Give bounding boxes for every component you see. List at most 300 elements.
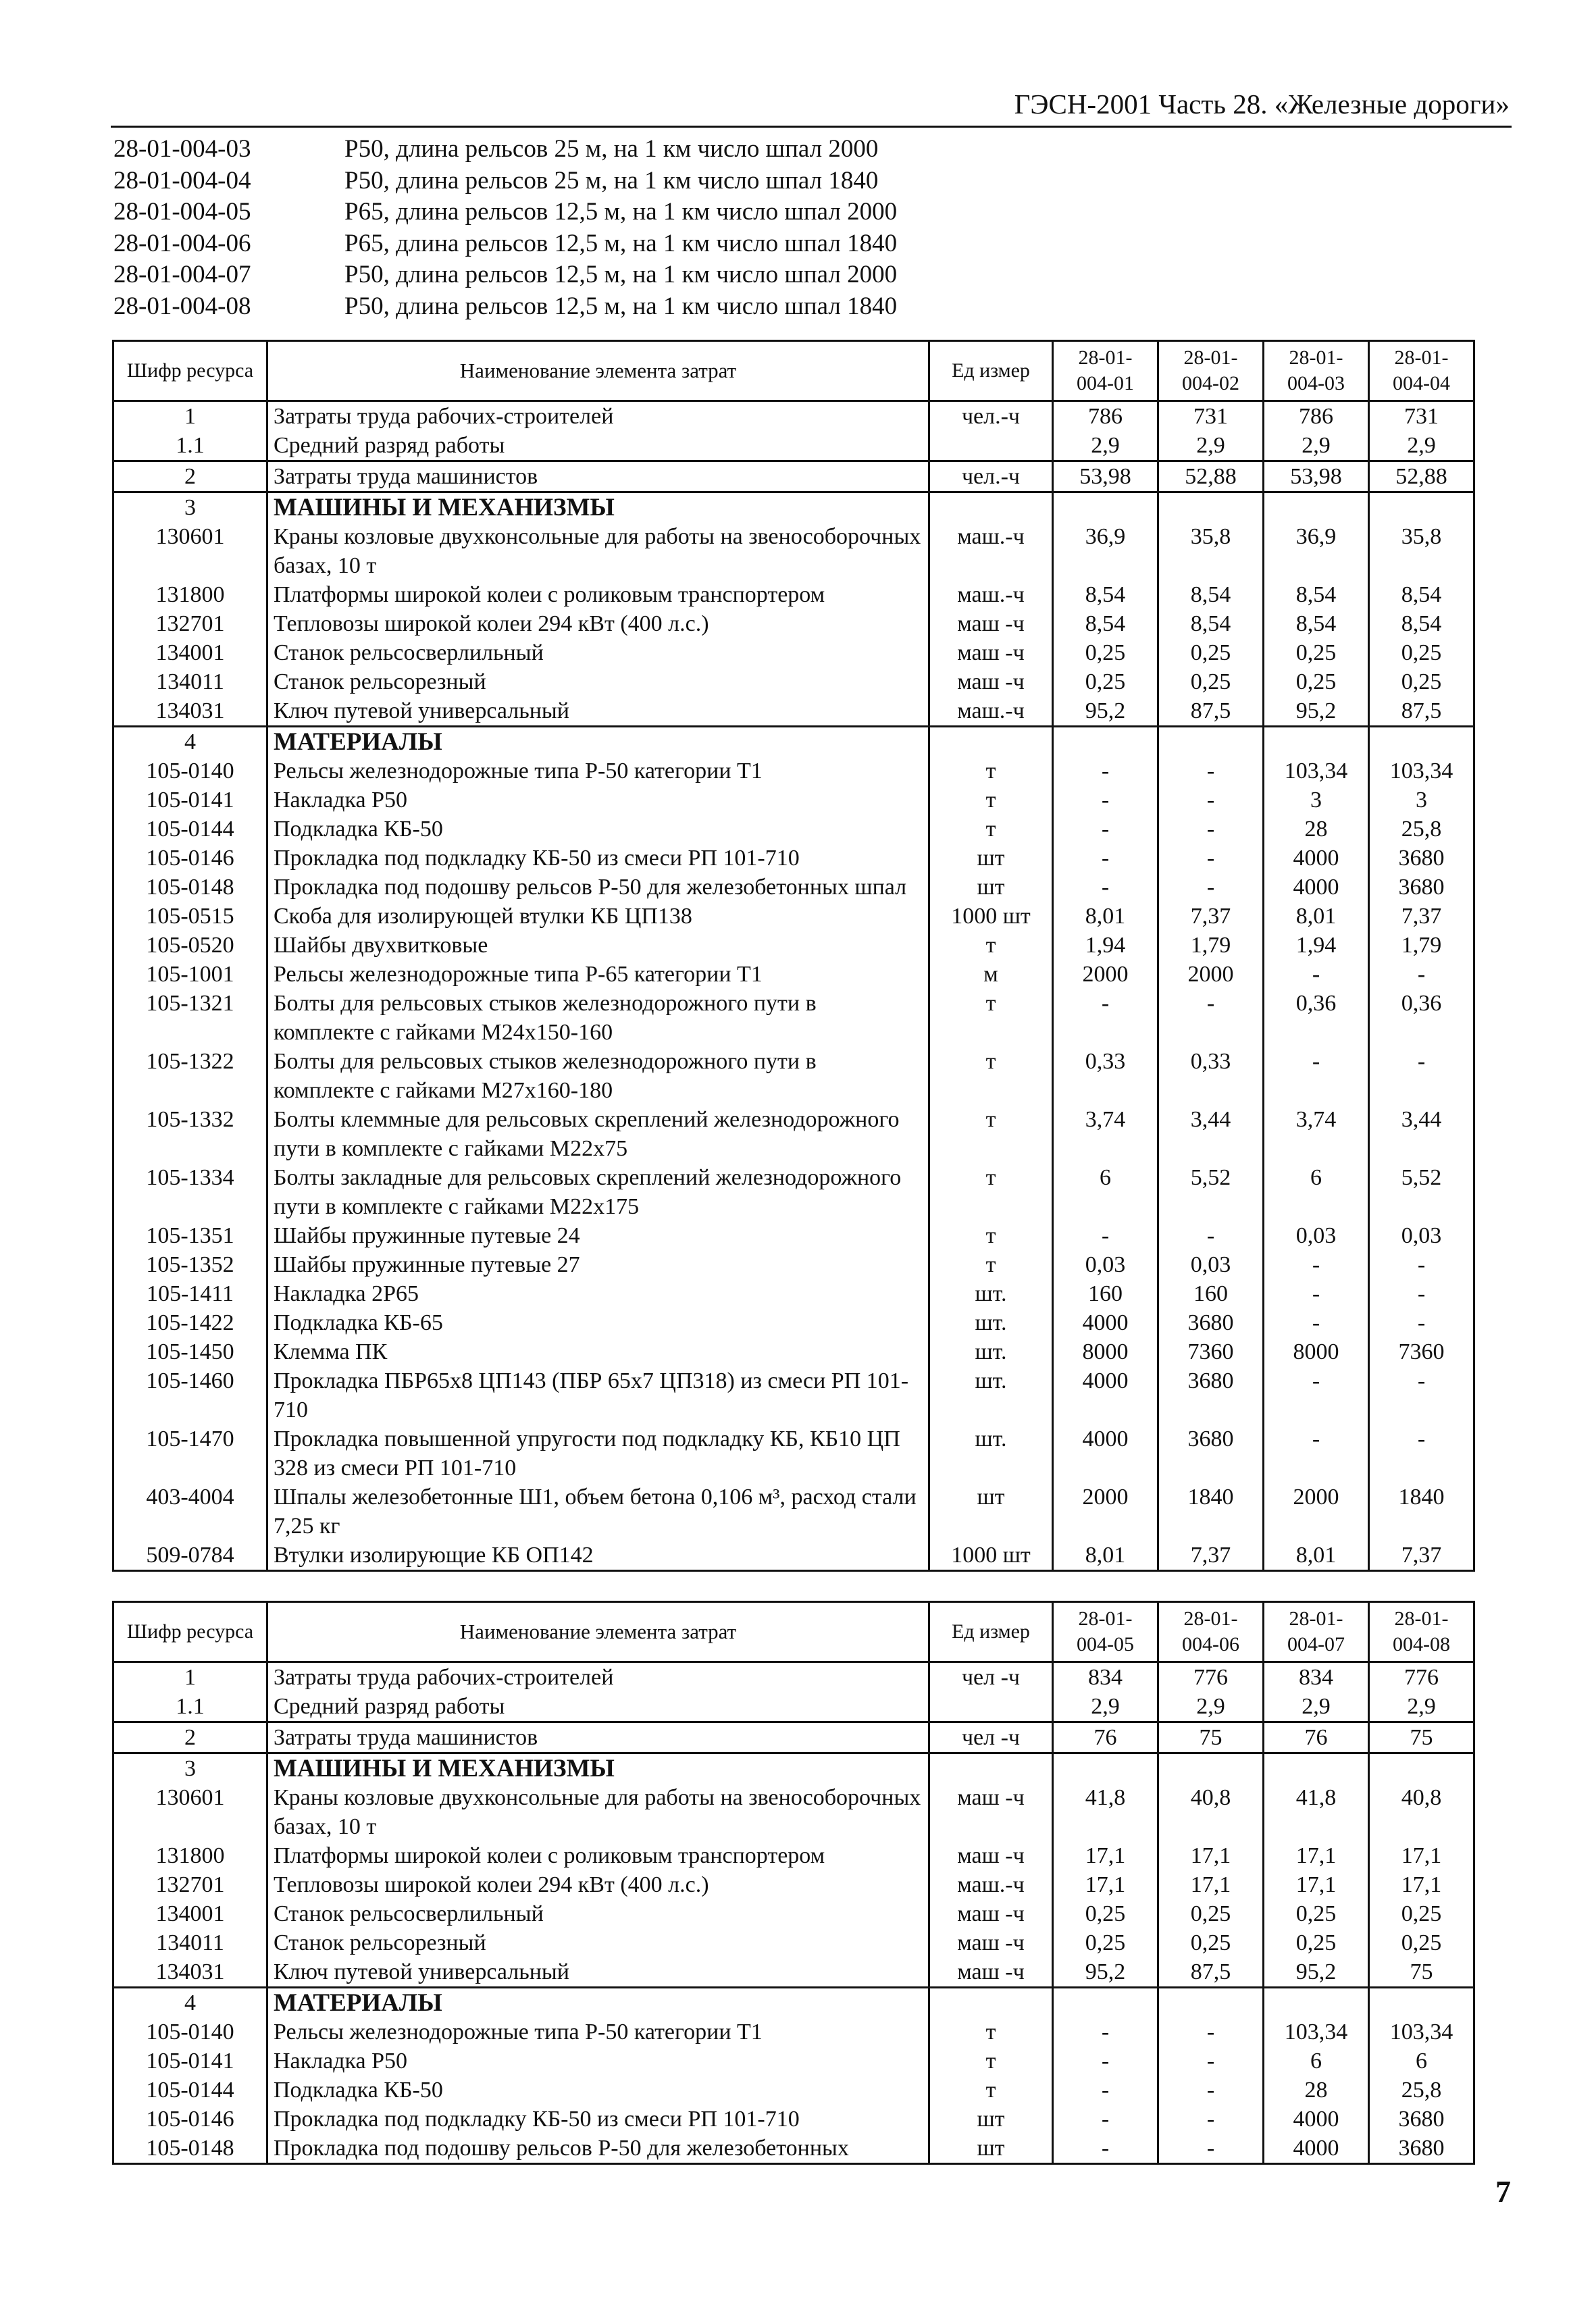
value-cell: 40,8 (1158, 1783, 1264, 1841)
unit: шт. (929, 1279, 1053, 1308)
element-name: Подкладка КБ-65 (267, 1308, 929, 1337)
element-name: Краны козловые двухконсольные для работы на звенособорочных базах, 10 т (267, 522, 929, 580)
element-name: Затраты труда рабочих-строителей (267, 401, 929, 432)
value-cell: 4000 (1264, 2105, 1369, 2134)
table-row (113, 1841, 1474, 1870)
value-cell: 0,33 (1053, 1047, 1158, 1105)
unit (929, 727, 1053, 757)
element-name: Платформы широкой колеи с роликовым транспортером (267, 1841, 929, 1870)
value-cell: 17,1 (1053, 1841, 1158, 1870)
resource-code: 4 (113, 1988, 267, 2018)
value-cell: - (1158, 2134, 1264, 2164)
value-cell: - (1053, 815, 1158, 844)
item-code: 28-01-004-07 (113, 261, 251, 288)
value-cell: 17,1 (1264, 1870, 1369, 1899)
element-name: Болты закладные для рельсовых скреплений железнодорожного пути в комплекте с гайками М22х175 (267, 1163, 929, 1221)
value-cell: 0,33 (1158, 1047, 1264, 1105)
value-cell: - (1053, 786, 1158, 815)
value-cell: 28 (1264, 815, 1369, 844)
value-cell: 1840 (1369, 1483, 1474, 1541)
resource-code: 1.1 (113, 431, 267, 461)
resource-code: 105-1322 (113, 1047, 267, 1105)
value-cell: 2000 (1053, 1483, 1158, 1541)
resource-code: 1 (113, 1662, 267, 1693)
value-cell: 0,25 (1264, 638, 1369, 667)
value-cell: 2000 (1264, 1483, 1369, 1541)
value-cell: 87,5 (1369, 696, 1474, 727)
table-row (113, 580, 1474, 609)
value-cell: 35,8 (1369, 522, 1474, 580)
resource-code: 2 (113, 461, 267, 492)
header-element-name: Наименование элемента затрат (267, 341, 929, 401)
value-cell (1053, 492, 1158, 523)
table-row (113, 960, 1474, 989)
element-name: Подкладка КБ-50 (267, 2076, 929, 2105)
unit: маш.-ч (929, 1870, 1053, 1899)
value-cell: 7,37 (1369, 902, 1474, 931)
header-resource-code: Шифр ресурса (113, 341, 267, 401)
value-cell: 3680 (1369, 844, 1474, 873)
value-cell: 1,79 (1369, 931, 1474, 960)
item-code: 28-01-004-04 (113, 166, 251, 195)
element-name: МАТЕРИАЛЫ (267, 727, 929, 757)
element-name: Рельсы железнодорожные типа Р-50 категории Т1 (267, 756, 929, 786)
item-description: Р50, длина рельсов 25 м, на 1 км число шпал 1840 (344, 166, 879, 195)
category-row (113, 1988, 1474, 2018)
unit: чел -ч (929, 1662, 1053, 1693)
value-cell: - (1053, 756, 1158, 786)
code-list-item (113, 165, 897, 197)
resource-code: 134001 (113, 1899, 267, 1928)
table-row (113, 815, 1474, 844)
item-description: Р50, длина рельсов 12,5 м, на 1 км число шпал 2000 (344, 261, 898, 288)
code-list-item (113, 228, 897, 260)
value-cell: 8000 (1053, 1337, 1158, 1366)
value-cell: 76 (1264, 1722, 1369, 1753)
value-cell: 8,54 (1369, 580, 1474, 609)
table-row (113, 1722, 1474, 1753)
unit: 1000 шт (929, 1541, 1053, 1571)
unit: шт. (929, 1366, 1053, 1424)
category-row (113, 492, 1474, 523)
value-cell: 17,1 (1369, 1870, 1474, 1899)
value-cell: 6 (1369, 2047, 1474, 2076)
value-cell (1158, 1753, 1264, 1784)
unit: т (929, 2047, 1053, 2076)
table-row (113, 756, 1474, 786)
value-cell: 52,88 (1158, 461, 1264, 492)
unit (929, 1692, 1053, 1722)
value-cell: 4000 (1264, 873, 1369, 902)
unit: чел.-ч (929, 401, 1053, 432)
value-cell: 3680 (1369, 2134, 1474, 2164)
value-cell: 3,74 (1053, 1105, 1158, 1163)
item-code: 28-01-004-03 (113, 135, 251, 163)
value-cell: 2,9 (1053, 1692, 1158, 1722)
value-cell: 17,1 (1053, 1870, 1158, 1899)
value-cell: 160 (1158, 1279, 1264, 1308)
value-cell: - (1264, 1366, 1369, 1424)
value-cell: 8,54 (1264, 580, 1369, 609)
value-cell: 75 (1369, 1957, 1474, 1988)
value-cell: 834 (1264, 1662, 1369, 1693)
value-cell: - (1053, 2105, 1158, 2134)
unit: м (929, 960, 1053, 989)
table-row (113, 989, 1474, 1047)
value-cell: - (1369, 960, 1474, 989)
item-code: 28-01-004-08 (113, 292, 251, 320)
table-row (113, 1163, 1474, 1221)
unit: т (929, 756, 1053, 786)
item-description: Р65, длина рельсов 12,5 м, на 1 км число шпал 2000 (344, 198, 898, 226)
resource-code: 1.1 (113, 1692, 267, 1722)
value-cell: 103,34 (1369, 756, 1474, 786)
value-cell: 3,44 (1369, 1105, 1474, 1163)
value-cell: 7,37 (1158, 1541, 1264, 1571)
value-cell: - (1369, 1424, 1474, 1483)
header-resource-code: Шифр ресурса (113, 1602, 267, 1662)
unit: маш -ч (929, 1928, 1053, 1957)
value-cell (1369, 727, 1474, 757)
table-row (113, 931, 1474, 960)
element-name: Болты для рельсовых стыков железнодорожного пути в комплекте с гайками М27х160-180 (267, 1047, 929, 1105)
unit: т (929, 2076, 1053, 2105)
value-cell (1369, 492, 1474, 523)
table-row (113, 1308, 1474, 1337)
value-cell: 7360 (1369, 1337, 1474, 1366)
table-row (113, 844, 1474, 873)
value-cell: 25,8 (1369, 2076, 1474, 2105)
value-cell: 3680 (1369, 2105, 1474, 2134)
unit: т (929, 1047, 1053, 1105)
header-rule (111, 126, 1512, 128)
value-cell: 8,01 (1264, 1541, 1369, 1571)
value-cell: 1,94 (1053, 931, 1158, 960)
header-col-2: 28-01- 004-02 (1158, 341, 1264, 401)
resource-code: 2 (113, 1722, 267, 1753)
unit: шт. (929, 1337, 1053, 1366)
element-name: Тепловозы широкой колеи 294 кВт (400 л.с.) (267, 609, 929, 638)
resource-code: 1 (113, 401, 267, 432)
value-cell: 786 (1053, 401, 1158, 432)
header-col-3: 28-01- 004-03 (1264, 341, 1369, 401)
value-cell: 40,8 (1369, 1783, 1474, 1841)
resource-code: 105-0146 (113, 844, 267, 873)
element-name: Прокладка под подкладку КБ-50 из смеси РП 101-710 (267, 2105, 929, 2134)
value-cell (1158, 727, 1264, 757)
value-cell: 7,37 (1369, 1541, 1474, 1571)
value-cell: - (1053, 1221, 1158, 1250)
unit (929, 492, 1053, 523)
unit: т (929, 931, 1053, 960)
table-row (113, 1692, 1474, 1722)
unit (929, 1753, 1053, 1784)
unit (929, 431, 1053, 461)
table-row (113, 522, 1474, 580)
value-cell: 0,03 (1158, 1250, 1264, 1279)
element-name: Подкладка КБ-50 (267, 815, 929, 844)
element-name: Ключ путевой универсальный (267, 1957, 929, 1988)
unit: шт (929, 873, 1053, 902)
value-cell: 0,25 (1369, 1928, 1474, 1957)
value-cell: 76 (1053, 1722, 1158, 1753)
value-cell: - (1369, 1250, 1474, 1279)
element-name: Станок рельсосверлильный (267, 638, 929, 667)
value-cell: 2,9 (1369, 431, 1474, 461)
value-cell: 3 (1369, 786, 1474, 815)
value-cell: 160 (1053, 1279, 1158, 1308)
element-name: Болты для рельсовых стыков железнодорожного пути в комплекте с гайками М24х150-160 (267, 989, 929, 1047)
value-cell (1369, 1988, 1474, 2018)
value-cell: 17,1 (1264, 1841, 1369, 1870)
value-cell: 0,36 (1369, 989, 1474, 1047)
value-cell: 1,79 (1158, 931, 1264, 960)
value-cell: 0,25 (1369, 667, 1474, 696)
value-cell: 103,34 (1369, 2017, 1474, 2047)
resource-table-1 (112, 340, 1475, 1572)
value-cell: 8,54 (1053, 609, 1158, 638)
resource-code: 105-1334 (113, 1163, 267, 1221)
unit: шт (929, 2105, 1053, 2134)
value-cell: 8,01 (1264, 902, 1369, 931)
unit: маш.-ч (929, 580, 1053, 609)
value-cell: - (1158, 815, 1264, 844)
value-cell: - (1158, 1221, 1264, 1250)
element-name: МАШИНЫ И МЕХАНИЗМЫ (267, 1753, 929, 1784)
table-row (113, 786, 1474, 815)
element-name: Ключ путевой универсальный (267, 696, 929, 727)
resource-code: 105-1321 (113, 989, 267, 1047)
table-row (113, 1957, 1474, 1988)
code-list-item (113, 134, 897, 165)
header-element-name: Наименование элемента затрат (267, 1602, 929, 1662)
value-cell (1264, 492, 1369, 523)
item-description: Р50, длина рельсов 12,5 м, на 1 км число шпал 1840 (344, 292, 898, 320)
resource-code: 105-0140 (113, 2017, 267, 2047)
value-cell: 0,03 (1264, 1221, 1369, 1250)
unit: маш -ч (929, 1957, 1053, 1988)
unit: шт (929, 844, 1053, 873)
resource-code: 403-4004 (113, 1483, 267, 1541)
item-description: Р50, длина рельсов 25 м, на 1 км число шпал 2000 (344, 135, 879, 163)
table-row (113, 902, 1474, 931)
table-row (113, 1047, 1474, 1105)
element-name: Рельсы железнодорожные типа Р-65 категории Т1 (267, 960, 929, 989)
value-cell: - (1053, 989, 1158, 1047)
resource-code: 105-0146 (113, 2105, 267, 2134)
value-cell: 17,1 (1158, 1841, 1264, 1870)
value-cell (1264, 1753, 1369, 1784)
resource-code: 105-0148 (113, 873, 267, 902)
value-cell: 0,25 (1264, 667, 1369, 696)
unit: маш -ч (929, 638, 1053, 667)
unit: чел -ч (929, 1722, 1053, 1753)
value-cell: - (1053, 2076, 1158, 2105)
value-cell: 731 (1369, 401, 1474, 432)
value-cell: 731 (1158, 401, 1264, 432)
unit: шт. (929, 1424, 1053, 1483)
resource-code: 105-0144 (113, 2076, 267, 2105)
element-name: Прокладка под подошву рельсов Р-50 для железобетонных (267, 2134, 929, 2164)
resource-table-2 (112, 1601, 1475, 2165)
table-row (113, 1221, 1474, 1250)
resource-code: 509-0784 (113, 1541, 267, 1571)
value-cell: - (1053, 2017, 1158, 2047)
value-cell: 3680 (1158, 1424, 1264, 1483)
value-cell: 103,34 (1264, 2017, 1369, 2047)
value-cell: 0,25 (1053, 1928, 1158, 1957)
value-cell: - (1264, 1308, 1369, 1337)
value-cell: 0,03 (1053, 1250, 1158, 1279)
header-col-3: 28-01- 004-07 (1264, 1602, 1369, 1662)
value-cell: 0,25 (1158, 1928, 1264, 1957)
value-cell: 0,25 (1053, 638, 1158, 667)
value-cell: 4000 (1264, 844, 1369, 873)
resource-code: 105-0140 (113, 756, 267, 786)
value-cell: 1,94 (1264, 931, 1369, 960)
table-row (113, 2076, 1474, 2105)
resource-code: 131800 (113, 1841, 267, 1870)
unit: т (929, 1250, 1053, 1279)
value-cell: 28 (1264, 2076, 1369, 2105)
value-cell (1369, 1753, 1474, 1784)
value-cell: 0,25 (1053, 1899, 1158, 1928)
value-cell: 0,25 (1158, 1899, 1264, 1928)
resource-code: 4 (113, 727, 267, 757)
value-cell: - (1053, 2047, 1158, 2076)
unit: т (929, 2017, 1053, 2047)
value-cell: 8000 (1264, 1337, 1369, 1366)
header-col-2: 28-01- 004-06 (1158, 1602, 1264, 1662)
unit: т (929, 1105, 1053, 1163)
table-row (113, 1250, 1474, 1279)
value-cell: - (1369, 1366, 1474, 1424)
unit: т (929, 989, 1053, 1047)
table-row (113, 1483, 1474, 1541)
resource-code: 105-1470 (113, 1424, 267, 1483)
value-cell: - (1158, 989, 1264, 1047)
value-cell: 3680 (1158, 1366, 1264, 1424)
element-name: Тепловозы широкой колеи 294 кВт (400 л.с.) (267, 1870, 929, 1899)
resource-code: 3 (113, 492, 267, 523)
header-col-4: 28-01- 004-04 (1369, 341, 1474, 401)
value-cell: 8,01 (1053, 902, 1158, 931)
value-cell: - (1158, 786, 1264, 815)
value-cell: 17,1 (1369, 1841, 1474, 1870)
element-name: Скоба для изолирующей втулки КБ ЦП138 (267, 902, 929, 931)
element-name: Прокладка ПБР65х8 ЦП143 (ПБР 65х7 ЦП318) из смеси РП 101-710 (267, 1366, 929, 1424)
resource-code: 131800 (113, 580, 267, 609)
value-cell: 0,25 (1264, 1899, 1369, 1928)
value-cell: 8,54 (1158, 609, 1264, 638)
value-cell: 6 (1264, 1163, 1369, 1221)
element-name: МАТЕРИАЛЫ (267, 1988, 929, 2018)
value-cell: 776 (1158, 1662, 1264, 1693)
value-cell: 87,5 (1158, 1957, 1264, 1988)
resource-code: 105-0515 (113, 902, 267, 931)
resource-code: 3 (113, 1753, 267, 1784)
element-name: Краны козловые двухконсольные для работы на звенособорочных базах, 10 т (267, 1783, 929, 1841)
resource-code: 105-1411 (113, 1279, 267, 1308)
value-cell (1264, 727, 1369, 757)
value-cell: - (1264, 1250, 1369, 1279)
element-name: Средний разряд работы (267, 1692, 929, 1722)
value-cell: 0,25 (1053, 667, 1158, 696)
value-cell: 0,25 (1158, 667, 1264, 696)
value-cell: 36,9 (1264, 522, 1369, 580)
table-row (113, 1337, 1474, 1366)
value-cell: 8,54 (1158, 580, 1264, 609)
value-cell: 0,36 (1264, 989, 1369, 1047)
table-row (113, 2017, 1474, 2047)
value-cell: - (1158, 2047, 1264, 2076)
element-name: Рельсы железнодорожные типа Р-50 категории Т1 (267, 2017, 929, 2047)
unit: т (929, 1163, 1053, 1221)
element-name: Накладка Р50 (267, 2047, 929, 2076)
unit: т (929, 786, 1053, 815)
resource-code: 105-1351 (113, 1221, 267, 1250)
value-cell: 2000 (1053, 960, 1158, 989)
value-cell: 8,01 (1053, 1541, 1158, 1571)
value-cell: 5,52 (1158, 1163, 1264, 1221)
value-cell: - (1264, 960, 1369, 989)
resource-code: 105-0144 (113, 815, 267, 844)
table-row (113, 1541, 1474, 1571)
element-name: Шпалы железобетонные Ш1, объем бетона 0,106 м³, расход стали 7,25 кг (267, 1483, 929, 1541)
unit (929, 1988, 1053, 2018)
element-name: Затраты труда рабочих-строителей (267, 1662, 929, 1693)
element-name: Прокладка под подкладку КБ-50 из смеси РП 101-710 (267, 844, 929, 873)
element-name: Шайбы двухвитковые (267, 931, 929, 960)
page-number: 7 (1495, 2174, 1511, 2209)
value-cell: - (1053, 844, 1158, 873)
value-cell: - (1369, 1279, 1474, 1308)
unit: маш -ч (929, 1783, 1053, 1841)
element-name: Втулки изолирующие КБ ОП142 (267, 1541, 929, 1571)
page-header: ГЭСН-2001 Часть 28. «Железные дороги» (1014, 88, 1510, 120)
table-row (113, 696, 1474, 727)
element-name: Средний разряд работы (267, 431, 929, 461)
code-list (113, 134, 897, 322)
element-name: Платформы широкой колеи с роликовым транспортером (267, 580, 929, 609)
value-cell: 3680 (1369, 873, 1474, 902)
element-name: Болты клеммные для рельсовых скреплений железнодорожного пути в комплекте с гайками М22х75 (267, 1105, 929, 1163)
unit: 1000 шт (929, 902, 1053, 931)
value-cell: 0,03 (1369, 1221, 1474, 1250)
table-row (113, 1928, 1474, 1957)
value-cell: - (1158, 873, 1264, 902)
category-row (113, 727, 1474, 757)
value-cell: - (1369, 1308, 1474, 1337)
value-cell: 0,25 (1369, 1899, 1474, 1928)
unit: маш.-ч (929, 522, 1053, 580)
unit: шт. (929, 1308, 1053, 1337)
element-name: Накладка Р50 (267, 786, 929, 815)
value-cell: 0,25 (1158, 638, 1264, 667)
resource-code: 105-0148 (113, 2134, 267, 2164)
element-name: Накладка 2Р65 (267, 1279, 929, 1308)
element-name: Станок рельсосверлильный (267, 1899, 929, 1928)
resource-code: 105-1450 (113, 1337, 267, 1366)
value-cell: 2,9 (1264, 431, 1369, 461)
value-cell: 4000 (1053, 1424, 1158, 1483)
table-row (113, 1899, 1474, 1928)
code-list-item (113, 291, 897, 323)
value-cell: - (1158, 2105, 1264, 2134)
table-row (113, 638, 1474, 667)
code-list-item (113, 259, 897, 291)
value-cell: 3,44 (1158, 1105, 1264, 1163)
